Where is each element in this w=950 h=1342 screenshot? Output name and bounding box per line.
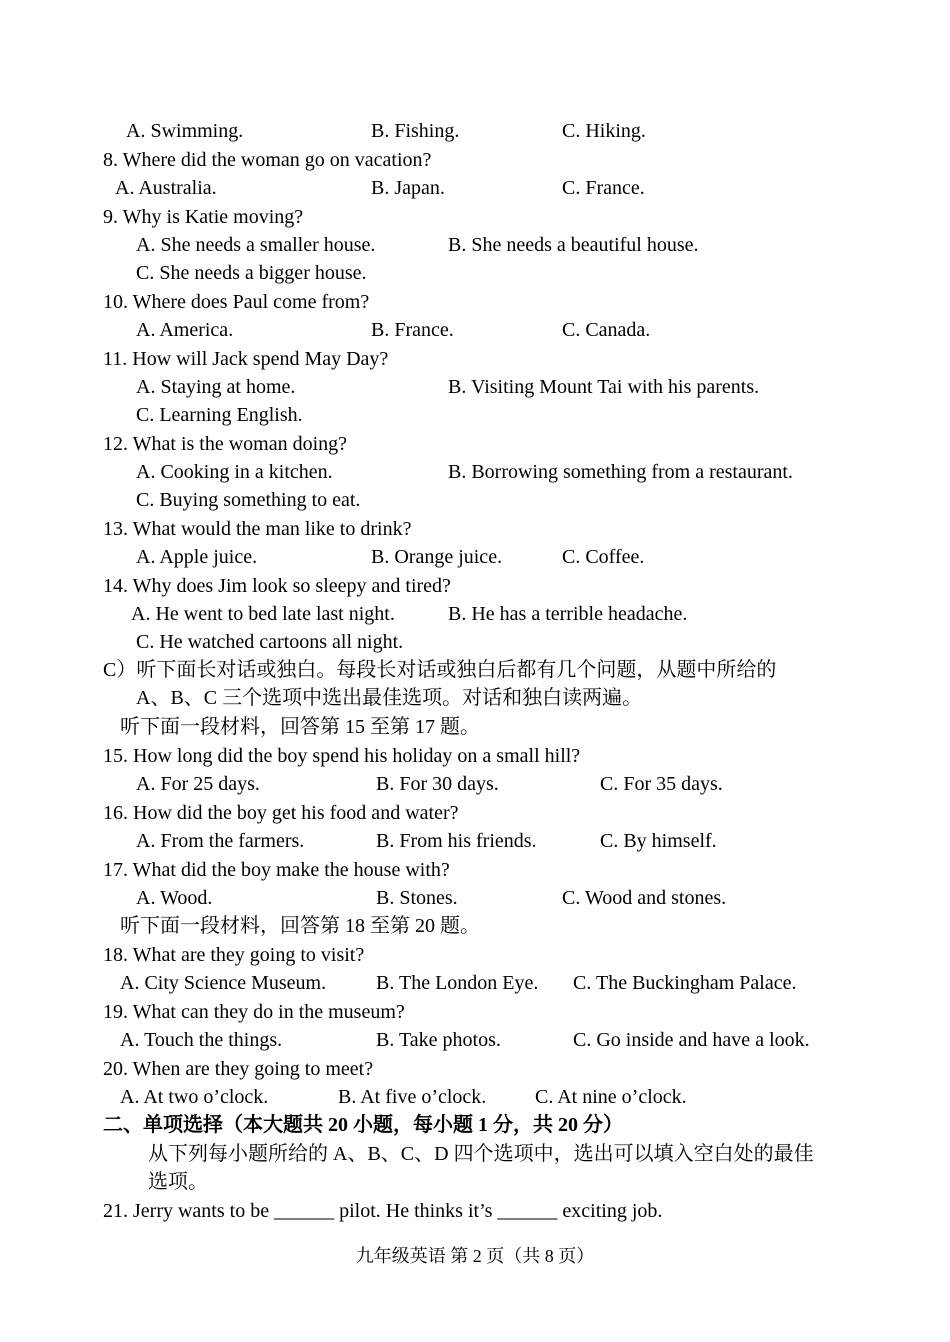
q20-option-b: B. At five o’clock. [338, 1086, 487, 1108]
q13-option-a: A. Apple juice. [136, 546, 258, 568]
q14-option-a: A. He went to bed late last night. [131, 603, 395, 625]
q16-option-c: C. By himself. [600, 830, 717, 852]
q8-question: 8. Where did the woman go on vacation? [103, 149, 432, 171]
q19-option-c: C. Go inside and have a look. [573, 1029, 810, 1051]
q8-option-c: C. France. [562, 177, 645, 199]
q9-option-a: A. She needs a smaller house. [136, 234, 376, 256]
q14-question: 14. Why does Jim look so sleepy and tired? [103, 575, 451, 597]
q16-question: 16. How did the boy get his food and water? [103, 802, 459, 824]
q15-question: 15. How long did the boy spend his holiday on a small hill? [103, 745, 581, 767]
q11-option-b: B. Visiting Mount Tai with his parents. [448, 376, 760, 398]
q18-option-c: C. The Buckingham Palace. [573, 972, 797, 994]
q15-option-a: A. For 25 days. [136, 773, 260, 795]
q20-option-a: A. At two o’clock. [120, 1086, 269, 1108]
q9-question: 9. Why is Katie moving? [103, 206, 304, 228]
q13-question: 13. What would the man like to drink? [103, 518, 412, 540]
q17-option-b: B. Stones. [376, 887, 458, 909]
q12-option-a: A. Cooking in a kitchen. [136, 461, 333, 483]
q18-option-a: A. City Science Museum. [120, 972, 327, 994]
q15-option-b: B. For 30 days. [376, 773, 499, 795]
q12-option-c: C. Buying something to eat. [136, 489, 361, 511]
q11-option-a: A. Staying at home. [136, 376, 296, 398]
q17-option-a: A. Wood. [136, 887, 213, 909]
q14-option-b: B. He has a terrible headache. [448, 603, 688, 625]
q11-question: 11. How will Jack spend May Day? [103, 348, 389, 370]
q10-option-c: C. Canada. [562, 319, 651, 341]
q7-option-c: C. Hiking. [562, 120, 646, 142]
q20-option-c: C. At nine o’clock. [535, 1086, 687, 1108]
q13-option-c: C. Coffee. [562, 546, 645, 568]
q9-option-b: B. She needs a beautiful house. [448, 234, 699, 256]
q20-question: 20. When are they going to meet? [103, 1058, 374, 1080]
q8-option-b: B. Japan. [371, 177, 445, 199]
q14-option-c: C. He watched cartoons all night. [136, 631, 404, 653]
q12-option-b: B. Borrowing something from a restaurant. [448, 461, 793, 483]
q9-option-c: C. She needs a bigger house. [136, 262, 367, 284]
passage-intro-15-17: 听下面一段材料，回答第 15 至第 17 题。 [120, 716, 480, 738]
q18-option-b: B. The London Eye. [376, 972, 539, 994]
section-2-instruction-line2: 选项。 [148, 1171, 208, 1193]
q10-option-a: A. America. [136, 319, 234, 341]
q7-option-b: B. Fishing. [371, 120, 460, 142]
q7-option-a: A. Swimming. [126, 120, 244, 142]
section-c-instruction-line1: C）听下面长对话或独白。每段长对话或独白后都有几个问题，从题中所给的 [103, 659, 777, 681]
q16-option-a: A. From the farmers. [136, 830, 305, 852]
q19-question: 19. What can they do in the museum? [103, 1001, 405, 1023]
q17-question: 17. What did the boy make the house with? [103, 859, 450, 881]
page-footer: 九年级英语 第 2 页（共 8 页） [355, 1246, 595, 1266]
q16-option-b: B. From his friends. [376, 830, 537, 852]
q10-question: 10. Where does Paul come from? [103, 291, 370, 313]
section-2-heading: 二、单项选择（本大题共 20 小题，每小题 1 分，共 20 分） [103, 1114, 623, 1136]
q19-option-b: B. Take photos. [376, 1029, 501, 1051]
q8-option-a: A. Australia. [115, 177, 217, 199]
q12-question: 12. What is the woman doing? [103, 433, 348, 455]
q18-question: 18. What are they going to visit? [103, 944, 365, 966]
q19-option-a: A. Touch the things. [120, 1029, 283, 1051]
q17-option-c: C. Wood and stones. [562, 887, 727, 909]
q11-option-c: C. Learning English. [136, 404, 303, 426]
q21-question: 21. Jerry wants to be ______ pilot. He thinks it’s ______ exciting job. [103, 1200, 663, 1222]
q13-option-b: B. Orange juice. [371, 546, 503, 568]
q15-option-c: C. For 35 days. [600, 773, 723, 795]
passage-intro-18-20: 听下面一段材料，回答第 18 至第 20 题。 [120, 915, 480, 937]
section-2-instruction-line1: 从下列每小题所给的 A、B、C、D 四个选项中，选出可以填入空白处的最佳 [148, 1143, 814, 1165]
section-c-instruction-line2: A、B、C 三个选项中选出最佳选项。对话和独白读两遍。 [136, 687, 643, 709]
q10-option-b: B. France. [371, 319, 454, 341]
